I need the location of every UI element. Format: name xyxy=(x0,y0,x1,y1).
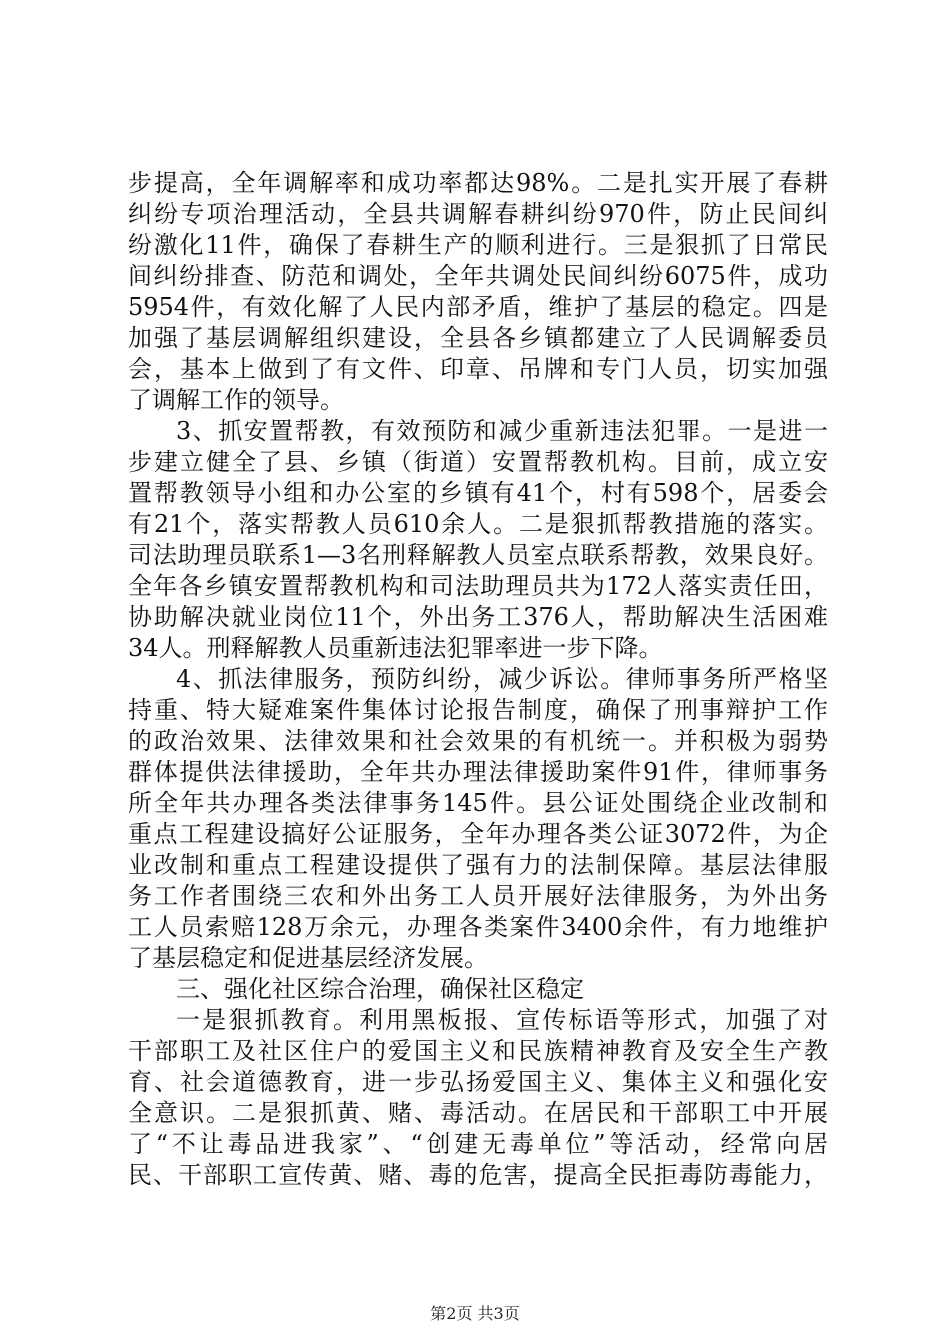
section-heading: 三、强化社区综合治理，确保社区稳定 xyxy=(176,975,584,1003)
text-line: 全年各乡镇安置帮教机构和司法助理员共为172人落实责任田， xyxy=(128,572,828,600)
text-line: 协助解决就业岗位11个，外出务工376人，帮助解决生活困难 xyxy=(128,603,828,631)
paragraph-start-line: 3、抓安置帮教，有效预防和减少重新违法犯罪。一是进一 xyxy=(176,417,828,445)
text-line: 群体提供法律援助，全年共办理法律援助案件91件，律师事务 xyxy=(128,758,828,786)
text-line: 重点工程建设搞好公证服务，全年办理各类公证3072件，为企 xyxy=(128,820,828,848)
text-line: 间纠纷排查、防范和调处，全年共调处民间纠纷6075件，成功 xyxy=(128,262,828,290)
text-line: 工人员索赔128万余元，办理各类案件3400余件，有力地维护 xyxy=(128,913,828,941)
text-line: 置帮教领导小组和办公室的乡镇有41个，村有598个，居委会 xyxy=(128,479,828,507)
text-line: 务工作者围绕三农和外出务工人员开展好法律服务，为外出务 xyxy=(128,882,828,910)
text-line: 持重、特大疑难案件集体讨论报告制度，确保了刑事辩护工作 xyxy=(128,696,828,724)
paragraph-start-line: 4、抓法律服务，预防纠纷，减少诉讼。律师事务所严格坚 xyxy=(176,665,828,693)
text-line: 步建立健全了县、乡镇（街道）安置帮教机构。目前，成立安 xyxy=(128,448,828,476)
text-line: 纷激化11件，确保了春耕生产的顺利进行。三是狠抓了日常民 xyxy=(128,231,828,259)
text-line: 有21个，落实帮教人员610余人。二是狠抓帮教措施的落实。 xyxy=(128,510,828,538)
text-line: 育、社会道德教育，进一步弘扬爱国主义、集体主义和强化安 xyxy=(128,1068,828,1096)
text-line: 司法助理员联系1—3名刑释解教人员室点联系帮教，效果良好。 xyxy=(128,541,828,569)
text-line: 步提高，全年调解率和成功率都达98%。二是扎实开展了春耕 xyxy=(128,169,828,197)
text-line: 全意识。二是狠抓黄、赌、毒活动。在居民和干部职工中开展 xyxy=(128,1099,828,1127)
paragraph-start-line: 一是狠抓教育。利用黑板报、宣传标语等形式，加强了对 xyxy=(176,1006,828,1034)
text-line: 纠纷专项治理活动，全县共调解春耕纠纷970件，防止民间纠 xyxy=(128,200,828,228)
text-line: 了基层稳定和促进基层经济发展。 xyxy=(128,944,488,972)
text-line: 民、干部职工宣传黄、赌、毒的危害，提高全民拒毒防毒能力， xyxy=(128,1161,828,1189)
text-line: 了“不让毒品进我家”、“创建无毒单位”等活动，经常向居 xyxy=(128,1130,828,1158)
text-line: 的政治效果、法律效果和社会效果的有机统一。并积极为弱势 xyxy=(128,727,828,755)
text-line: 34人。刑释解教人员重新违法犯罪率进一步下降。 xyxy=(128,634,663,662)
text-line: 所全年共办理各类法律事务145件。县公证处围绕企业改制和 xyxy=(128,789,828,817)
text-line: 业改制和重点工程建设提供了强有力的法制保障。基层法律服 xyxy=(128,851,828,879)
text-line: 加强了基层调解组织建设，全县各乡镇都建立了人民调解委员 xyxy=(128,324,828,352)
page-number-footer: 第2页 共3页 xyxy=(430,1304,520,1323)
text-line: 了调解工作的领导。 xyxy=(128,386,344,414)
text-line: 5954件，有效化解了人民内部矛盾，维护了基层的稳定。四是 xyxy=(128,293,828,321)
text-line: 干部职工及社区住户的爱国主义和民族精神教育及安全生产教 xyxy=(128,1037,828,1065)
document-body xyxy=(128,168,828,1191)
text-line: 会，基本上做到了有文件、印章、吊牌和专门人员，切实加强 xyxy=(128,355,828,383)
